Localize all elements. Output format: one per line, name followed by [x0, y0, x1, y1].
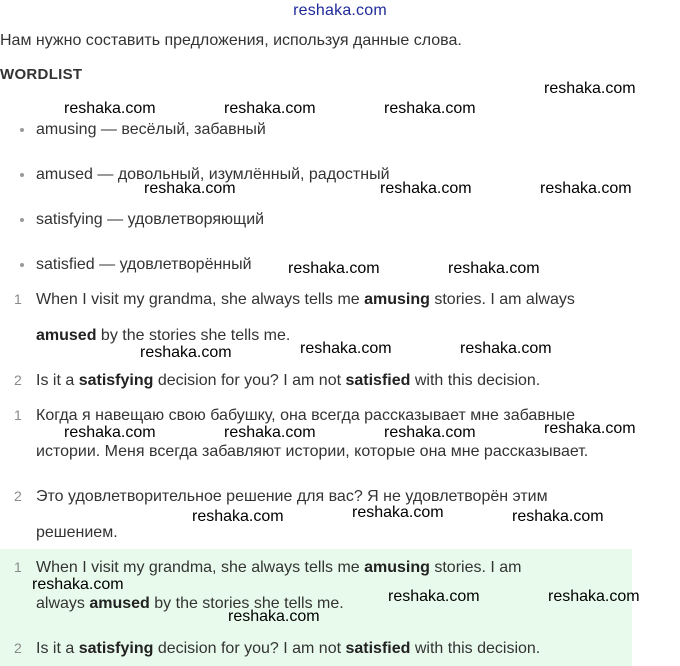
watermark: reshaka.com — [64, 100, 156, 117]
watermark: reshaka.com — [228, 608, 320, 625]
watermark: reshaka.com — [64, 424, 156, 441]
sentence-line: Is it a satisfying decision for you? I am not satisfied with this decision. — [36, 372, 541, 389]
sentence-number: 1 — [14, 291, 22, 307]
sentence-line: amused by the stories she tells me. — [36, 327, 291, 344]
sentence-number: 1 — [14, 407, 22, 423]
watermark: reshaka.com — [388, 588, 480, 605]
sentence-line: When I visit my grandma, she always tells me amusing stories. I am — [36, 559, 522, 576]
wordlist-item-text: amused — довольный, изумлённый, радостный — [36, 166, 390, 183]
sentence-number: 1 — [14, 559, 22, 575]
watermark: reshaka.com — [144, 180, 236, 197]
wordlist-item-text: amusing — весёлый, забавный — [36, 121, 266, 138]
wordlist-item — [36, 121, 266, 139]
watermark: reshaka.com — [288, 260, 380, 277]
keyword: satisfying — [78, 372, 154, 389]
watermark: reshaka.com — [384, 100, 476, 117]
keyword: amused — [36, 327, 97, 344]
sentence-number: 2 — [14, 488, 22, 504]
watermark: reshaka.com — [352, 504, 444, 521]
watermark: reshaka.com — [544, 420, 636, 437]
sentence-line: Когда я навещаю свою бабушку, она всегда рассказывает мне забавные — [36, 407, 576, 424]
keyword: amused — [89, 595, 150, 612]
watermark: reshaka.com — [380, 180, 472, 197]
watermark: reshaka.com — [548, 588, 640, 605]
keyword: satisfied — [345, 372, 411, 389]
wordlist-item-text: satisfying — удовлетворяющий — [36, 211, 265, 228]
bullet-icon — [20, 263, 24, 267]
bullet-icon — [20, 218, 24, 222]
watermark: reshaka.com — [544, 80, 636, 97]
keyword: amusing — [364, 291, 430, 308]
sentence-number: 2 — [14, 372, 22, 388]
wordlist-item-text: satisfied — удовлетворённый — [36, 256, 252, 273]
watermark: reshaka.com — [32, 576, 124, 593]
keyword: amusing — [364, 559, 430, 576]
watermark: reshaka.com — [384, 424, 476, 441]
sentence-line: решением. — [36, 524, 118, 541]
sentence-line: Это удовлетворительное решение для вас? Я не удовлетворён этим — [36, 488, 548, 505]
keyword: satisfied — [345, 640, 411, 657]
watermark: reshaka.com — [512, 508, 604, 525]
sentence-number: 2 — [14, 640, 22, 656]
bullet-icon — [20, 173, 24, 177]
watermark: reshaka.com — [224, 100, 316, 117]
keyword: satisfying — [78, 640, 154, 657]
watermark: reshaka.com — [540, 180, 632, 197]
bullet-icon — [20, 128, 24, 132]
site-header-link[interactable]: reshaka.com — [293, 2, 387, 19]
watermark: reshaka.com — [460, 340, 552, 357]
watermark: reshaka.com — [224, 424, 316, 441]
wordlist-item — [36, 256, 252, 274]
sentence-line: always amused by the stories she tells me. — [36, 595, 344, 612]
sentence-line: When I visit my grandma, she always tells me amusing stories. I am always — [36, 291, 575, 308]
watermark: reshaka.com — [300, 340, 392, 357]
watermark: reshaka.com — [448, 260, 540, 277]
intro-text: Нам нужно составить предложения, используя данные слова. — [0, 32, 462, 49]
wordlist-title: WORDLIST — [0, 66, 83, 83]
sentence-line: Is it a satisfying decision for you? I am not satisfied with this decision. — [36, 640, 541, 657]
watermark: reshaka.com — [192, 508, 284, 525]
wordlist-item — [36, 211, 264, 229]
sentence-line: истории. Меня всегда забавляют истории, которые она мне рассказывает. — [36, 443, 589, 460]
watermark: reshaka.com — [140, 344, 232, 361]
